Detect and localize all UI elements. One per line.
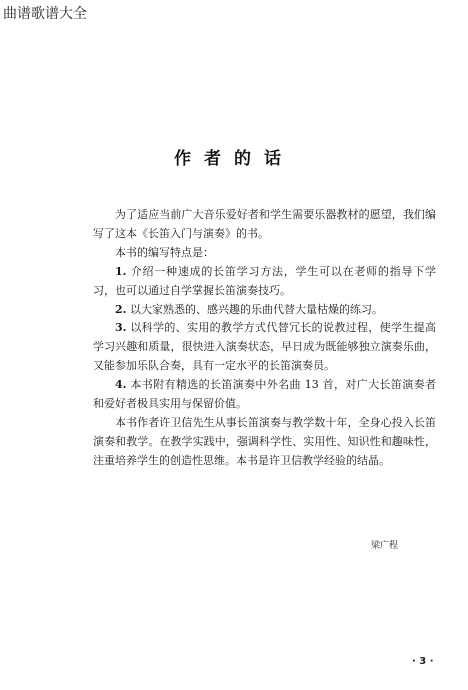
feature-number: 4. [115, 378, 127, 392]
paragraph-text: 本书作者许卫信先生从事长笛演奏与教学数十年，全身心投入长笛演奏和教学。在教学实践中，强调科学性、实用性、知识性和趣味性，注重培养学生的创造性思维。本书是许卫信教学经验的结晶。 [93, 415, 436, 467]
paragraph-feature-4 [93, 376, 436, 414]
feature-number: 2. [115, 302, 127, 316]
paragraph-feature-2 [93, 301, 436, 320]
feature-number: 1. [115, 264, 127, 278]
page-title: 作者的话 [174, 149, 294, 169]
page-number: · 3 · [412, 656, 434, 667]
paragraph-intro [93, 206, 436, 244]
paragraph-feature-3 [93, 319, 436, 376]
paragraph-text: 本书的编写特点是： [115, 245, 214, 259]
paragraph-text: 以大家熟悉的、感兴趣的乐曲代替大量枯燥的练习。 [126, 302, 383, 316]
paragraph-text: 为了适应当前广大音乐爱好者和学生需要乐器教材的愿望，我们编写了这本《长笛入门与演奏》的书。 [93, 208, 436, 240]
paragraph-author-intro [93, 414, 436, 471]
paragraph-text: 本书附有精选的长笛演奏中外名曲 13 首，对广大长笛演奏者和爱好者极具实用与保留价值。 [93, 378, 436, 411]
paragraph-text: 介绍一种速成的长笛学习方法，学生可以在老师的指导下学习，也可以通过自学掌握长笛演奏技巧。 [93, 264, 436, 297]
paragraph-text: 以科学的、实用的教学方式代替冗长的说教过程，使学生提高学习兴趣和质量，很快进入演奏状态，早日成为既能够独立演奏乐曲，又能参加乐队合奏，具有一定水平的长笛演奏员。 [93, 321, 436, 373]
paragraph-feature-1 [93, 263, 436, 301]
watermark-text: 曲谱歌谱大全 [3, 6, 87, 22]
paragraph-features-heading [93, 244, 436, 263]
author-signature: 梁广程 [371, 541, 399, 551]
preface-body [93, 206, 436, 471]
feature-number: 3. [115, 321, 127, 335]
